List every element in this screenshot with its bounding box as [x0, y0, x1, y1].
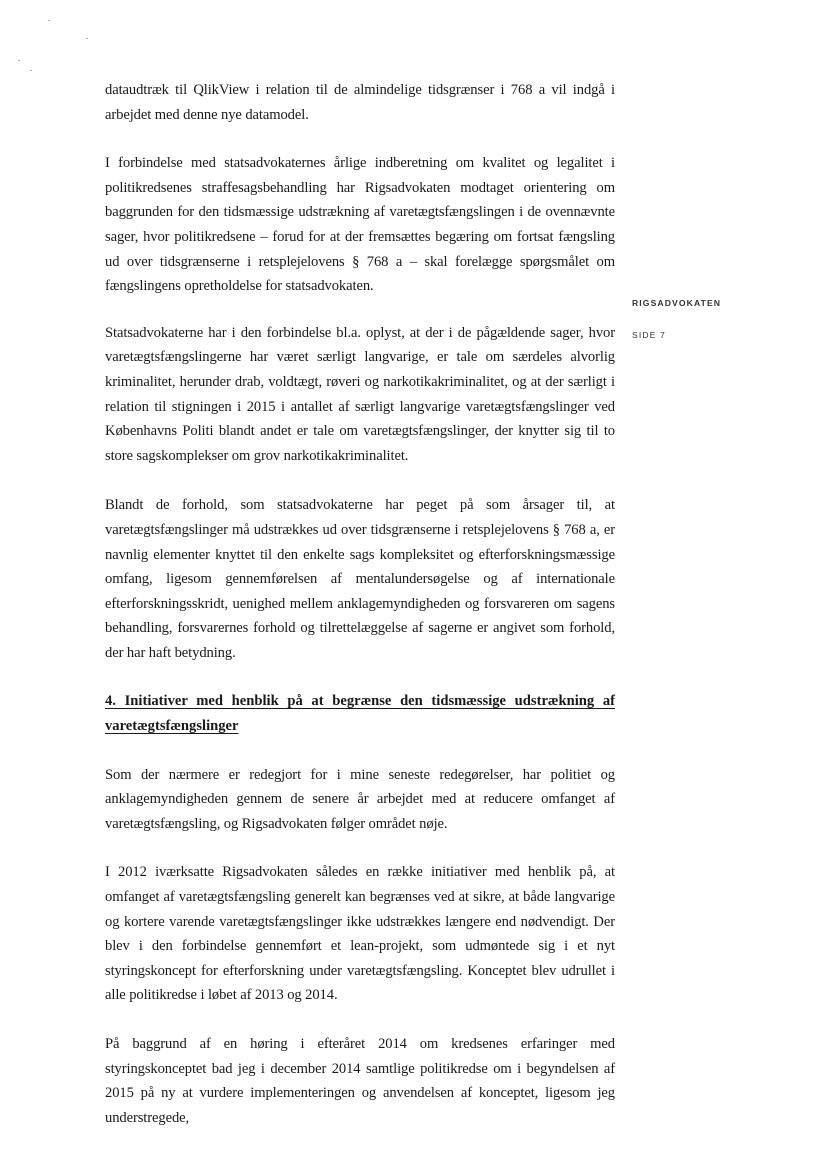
- paragraph-prior-reports: Som der nærmere er redegjort for i mine seneste redegørelser, har politiet og anklagemyndigheden gennem de senere år arbejdet med at reducere omfanget af varetægtsfængsling, og Rigsadvokaten følger området nøje.: [105, 766, 615, 832]
- paragraph-annual-reporting: I forbindelse med statsadvokaternes årlige indberetning om kvalitet og legalitet i politikredsenes straffesagsbehandling har Rigsadvokaten modtaget orientering om baggrunden for den tidsmæssige udstrækning af varetægtsfængslingen i de ovennævnte sager, hvor politikredsene – forud for at der fremsættes begæring om fortsat fængsling ud over tidsgrænserne i retsplejelovens § 768 a – skal forelægge spørgsmålet om fængslingens opretholdelse for statsadvokaten.: [105, 155, 615, 295]
- organization-label: RIGSADVOKATEN: [632, 298, 722, 308]
- scan-speck: [86, 38, 88, 39]
- paragraph-statsadvokater-info: Statsadvokaterne har i den forbindelse bl.a. oplyst, at der i de pågældende sager, hvor varetægtsfængslingerne har været særligt langvarige, er tale om særdeles alvorlig kriminalitet, herunder drab, voldtægt, røveri og narkotikakriminalitet, og at der særligt i relation til stigningen i 2015 i antallet af særligt langvarige varetægtsfængslinger ved Københavns Politi blandt andet er tale om varetægtsfængslinger, der knytter sig til to store sagskomplekser om grov narkotikakriminalitet.: [105, 324, 615, 464]
- scan-speck: [18, 60, 20, 61]
- sidebar-meta: [632, 298, 721, 340]
- paragraph-reasons: Blandt de forhold, som statsadvokaterne har peget på som årsager til, at varetægtsfængslinger må udstrækkes ud over tidsgrænserne i retsplejelovens § 768 a, er navnlig elementer knyttet til den enkelte sags kompleksitet og efterforskningsmæssige omfang, ligesom gennemførelsen af mentalundersøgelse og af internationale efterforskningsskridt, uenighed mellem anklagemyndigheden og forsvareren om sagens behandling, forsvarernes forhold og tilrettelæggelse af sagerne er angivet som forhold, der har haft betydning.: [105, 497, 615, 661]
- paragraph-2012-initiatives: I 2012 iværksatte Rigsadvokaten således en række initiativer med henblik på, at omfanget af varetægtsfængsling generelt kan begrænses ved at sikre, at både langvarige og kortere varende varetægtsfængslinger ikke udstrækkes længere end nødvendigt. Der blev i den forbindelse gennemført et lean-projekt, som udmøntede sig i et nyt styringskoncept for efterforskning under varetægtsfængsling. Konceptet blev udrullet i alle politikredse i løbet af 2013 og 2014.: [105, 864, 615, 1004]
- document-body: [105, 78, 615, 1130]
- page-number: SIDE 7: [632, 330, 666, 340]
- scan-speck: [30, 70, 32, 71]
- section-heading: 4. Initiativer med henblik på at begrænse den tidsmæssige udstrækning af varetægtsfængslinger: [105, 693, 615, 735]
- paragraph-continuation: dataudtræk til QlikView i relation til de almindelige tidsgrænser i 768 a vil indgå i arbejdet med denne nye datamodel.: [105, 82, 615, 123]
- scan-speck: [48, 20, 50, 21]
- paragraph-2014-hearing: På baggrund af en høring i efteråret 2014 om kredsenes erfaringer med styringskonceptet bad jeg i december 2014 samtlige politikredse om i begyndelsen af 2015 på ny at vurdere implementeringen og anvendelsen af konceptet, ligesom jeg understregede,: [105, 1036, 615, 1126]
